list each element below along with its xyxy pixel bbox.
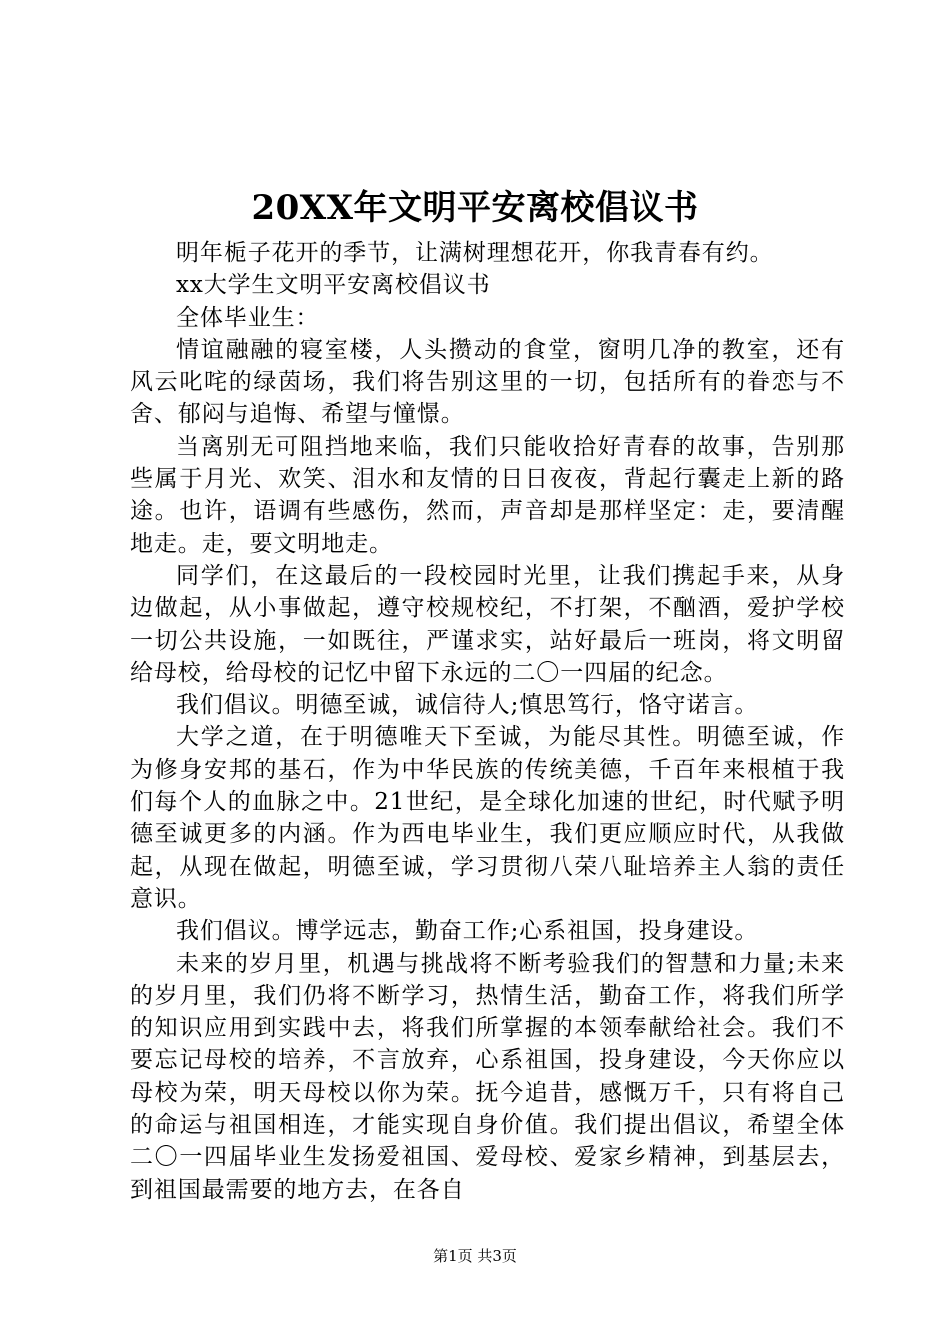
paragraph-virtue: 大学之道，在于明德唯天下至诚，为能尽其性。明德至诚，作为修身安邦的基石，作为中华民族的传统美德，千百年来根植于我们每个人的血脉之中。21世纪，是全球化加速的世纪，时代赋予明德至诚更多的内涵。作为西电毕业生，我们更应顺应时代，从我做起，从现在做起，明德至诚，学习贯彻八荣八耻培养主人翁的责任意识。 <box>130 724 845 912</box>
paragraph-future: 未来的岁月里，机遇与挑战将不断考验我们的智慧和力量;未来的岁月里，我们仍将不断学习，热情生活，勤奋工作，将我们所学的知识应用到实践中去，将我们所掌握的本领奉献给社会。我们不要忘记母校的培养，不言放弃，心系祖国，投身建设，今天你应以母校为荣，明天母校以你为荣。抚今追昔，感慨万千，只有将自己的命运与祖国相连，才能实现自身价值。我们提出倡议，希望全体二〇一四届毕业生发扬爱祖国、爱母校、爱家乡精神，到基层去，到祖国最需要的地方去，在各自 <box>130 950 845 1203</box>
paragraph-proposal-2: 我们倡议。博学远志，勤奋工作;心系祖国，投身建设。 <box>176 918 759 945</box>
paragraph-proposal-1: 我们倡议。明德至诚，诚信待人;慎思笃行，恪守诺言。 <box>176 692 759 719</box>
document-title: 20XX年文明平安离校倡议书 <box>251 188 699 228</box>
paragraph-opening-line: 明年栀子花开的季节，让满树理想花开，你我青春有约。 <box>176 240 774 266</box>
paragraph-classmates: 同学们，在这最后的一段校园时光里，让我们携起手来，从身边做起，从小事做起，遵守校规校纪，不打架，不酗酒，爱护学校一切公共设施，一如既往，严谨求实，站好最后一班岗，将文明留给母校，给母校的记忆中留下永远的二〇一四届的纪念。 <box>130 562 845 686</box>
page-footer: 第1页 共3页 <box>433 1247 517 1265</box>
paragraph-farewell: 情谊融融的寝室楼，人头攒动的食堂，窗明几净的教室，还有风云叱咤的绿茵场，我们将告别这里的一切，包括所有的眷恋与不舍、郁闷与追悔、希望与憧憬。 <box>130 336 845 428</box>
paragraph-salutation: 全体毕业生： <box>176 304 320 331</box>
paragraph-departure: 当离别无可阻挡地来临，我们只能收拾好青春的故事，告别那些属于月光、欢笑、泪水和友情的日日夜夜，背起行囊走上新的路途。也许，语调有些感伤，然而，声音却是那样坚定：走，要清醒地走。走，要文明地走。 <box>130 433 845 557</box>
document-body <box>130 237 845 1206</box>
paragraph-subtitle: xx大学生文明平安离校倡议书 <box>176 272 491 299</box>
